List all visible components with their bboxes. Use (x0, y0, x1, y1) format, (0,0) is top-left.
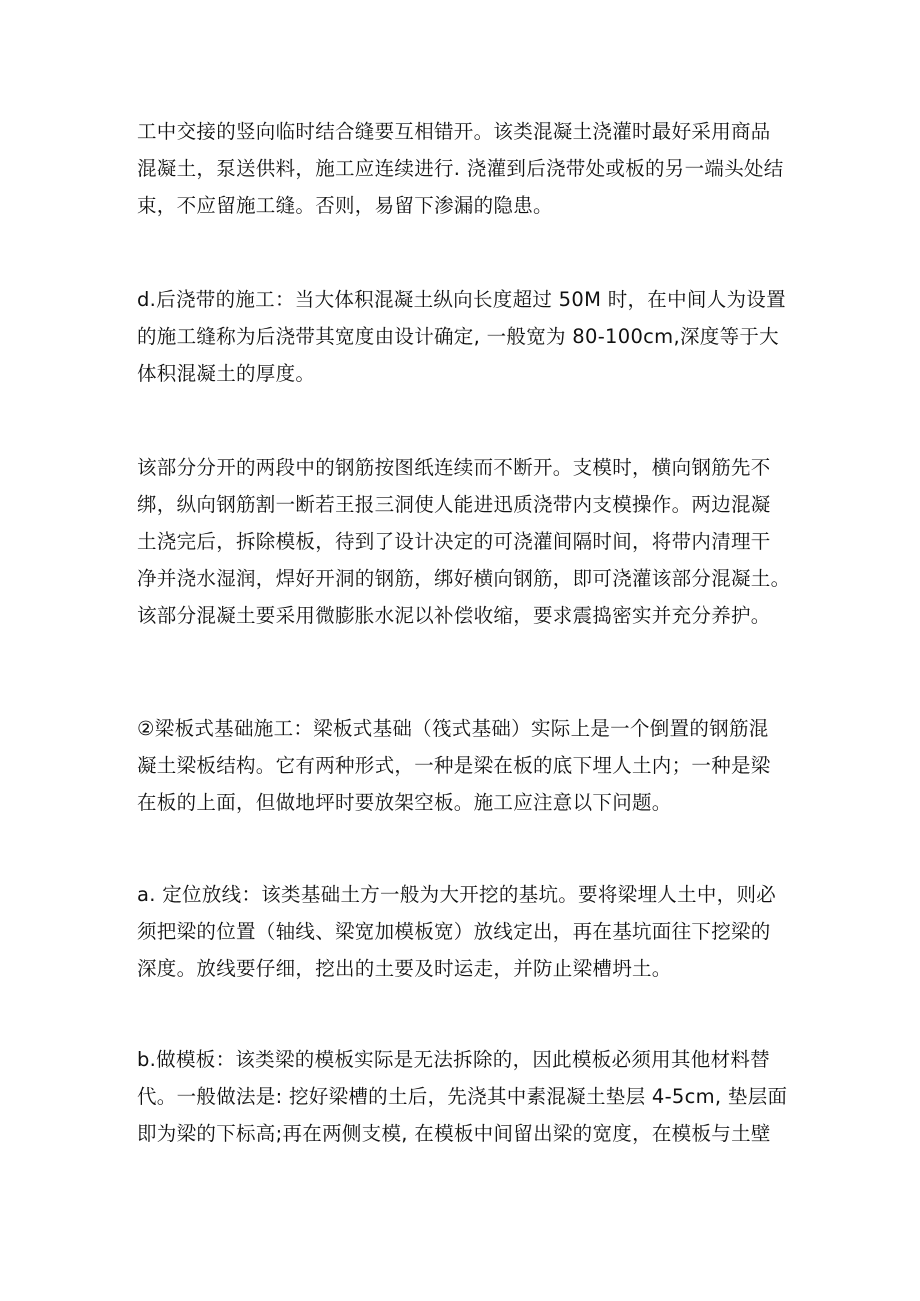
text-line: 束，不应留施工缝。否则，易留下渗漏的隐患。 (137, 194, 553, 217)
text-line: 在板的上面，但做地坪时要放架空板。施工应注意以下问题。 (137, 791, 672, 814)
text-line: 的施工缝称为后浇带其宽度由设计确定, 一般宽为 80-100cm,深度等于大 (137, 325, 779, 348)
text-line: 绑，纵向钢筋割一断若王报三洞使人能进迅质浇带内支模操作。两边混凝 (137, 493, 771, 516)
text-line: 代。一般做法是: 挖好梁槽的土后，先浇其中素混凝土垫层 4-5cm, 垫层面 (137, 1085, 788, 1108)
text-line: 体积混凝土的厚度。 (137, 362, 316, 385)
text-line: ②梁板式基础施工：梁板式基础（筏式基础）实际上是一个倒置的钢筋混 (137, 717, 769, 740)
text-line: d.后浇带的施工：当大体积混凝土纵向长度超过 50M 时，在中间人为设置 (137, 288, 786, 311)
text-line: 凝土梁板结构。它有两种形式，一种是梁在板的底下埋人土内；一种是梁 (137, 754, 771, 777)
text-line: 混凝土，泵送供料，施工应连续进行. 浇灌到后浇带处或板的另一端头处结 (137, 157, 784, 180)
paragraph-beam-slab-foundation (137, 710, 797, 821)
text-line: 深度。放线要仔细，挖出的土要及时运走，并防止梁槽坍土。 (137, 957, 672, 980)
paragraph-post-pour-strip (137, 281, 797, 392)
text-line: 工中交接的竖向临时结合缝要互相错开。该类混凝土浇灌时最好采用商品 (137, 120, 771, 143)
text-line: 该部分分开的两段中的钢筋按图纸连续而不断开。支模时，横向钢筋先不 (137, 456, 771, 479)
paragraph-construction-joints (137, 113, 797, 224)
text-line: a. 定位放线：该类基础土方一般为大开挖的基坑。要将梁埋人土中，则必 (137, 883, 777, 906)
paragraph-rebar-continuity (137, 449, 797, 634)
text-line: 土浇完后，拆除模板，待到了设计决定的可浇灌间隔时间，将带内清理干 (137, 530, 771, 553)
paragraph-positioning-setout (137, 876, 797, 987)
text-line: 净并浇水湿润，焊好开洞的钢筋，绑好横向钢筋，即可浇灌该部分混凝土。 (137, 567, 791, 590)
text-line: b.做模板：该类梁的模板实际是无法拆除的，因此模板必须用其他材料替 (137, 1048, 770, 1071)
paragraph-formwork (137, 1041, 797, 1152)
text-line: 该部分混凝土要采用微膨胀水泥以补偿收缩，要求震捣密实并充分养护。 (137, 604, 771, 627)
text-line: 即为梁的下标高;再在两侧支模, 在模板中间留出梁的宽度，在模板与土壁 (137, 1122, 771, 1145)
text-line: 须把梁的位置（轴线、梁宽加模板宽）放线定出，再在基坑面往下挖梁的 (137, 920, 771, 943)
